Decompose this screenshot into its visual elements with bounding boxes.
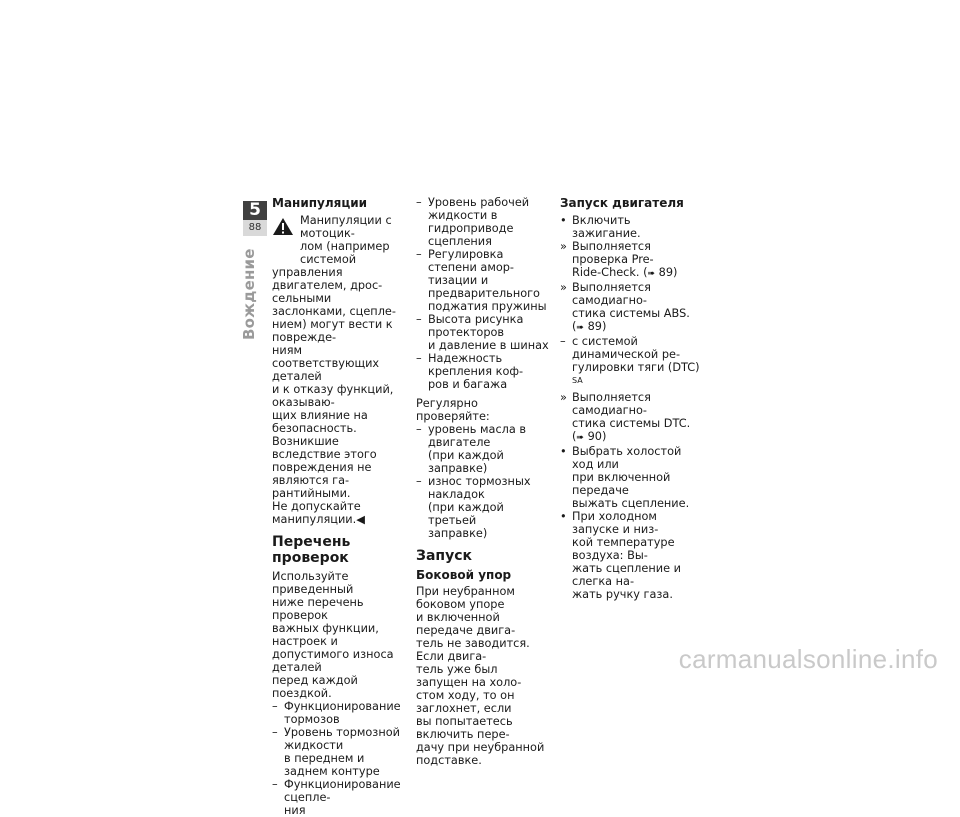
check-intro-line: важных функции, настроек и <box>272 622 379 648</box>
dash-marker: – <box>416 313 422 326</box>
manip-text-line: Возникшие вследствие этого <box>272 435 377 461</box>
dash-marker: – <box>416 248 422 261</box>
stand-text-line: дачу при неубранной подставке. <box>416 741 545 767</box>
chapter-tab <box>243 201 267 236</box>
stand-text-line: стом ходу, то он заглохнет, если <box>416 689 515 715</box>
manip-text-line: сельными заслонками, сцепле- <box>272 292 396 318</box>
stand-text-line: вы попытаетесь включить пере- <box>416 715 513 741</box>
warning-line: лом (например системой <box>300 240 390 266</box>
special-accessory-badge: SA <box>572 376 583 385</box>
dash-marker: – <box>560 335 566 348</box>
chapter-number: 5 <box>243 201 267 220</box>
end-mark-icon: ◀ <box>356 513 365 526</box>
warning-block <box>272 214 404 266</box>
manip-end-line: Не допускайте манипуляции.◀ <box>272 500 365 526</box>
manip-text-line: щих влияние на безопасность. <box>272 409 368 435</box>
check-intro-line: допустимого износа деталей <box>272 648 394 674</box>
check-intro-line: Используйте приведенный <box>272 570 354 596</box>
manip-text-line: нием) могут вести к поврежде- <box>272 318 393 344</box>
stand-text-line: тель не заводится. Если двига- <box>416 637 530 663</box>
page-ref-arrow-icon: ➠ <box>576 323 584 333</box>
dash-marker: – <box>416 196 422 209</box>
list-item: • Включить зажигание. <box>560 214 641 240</box>
list-item: » Выполняется проверка Pre- Ride-Check. (➠ 89) <box>560 240 678 279</box>
list-item: • Выбрать холостой ход или при включенной передаче выжать сцепление. <box>560 444 690 510</box>
stand-text-line: тель уже был запущен на холо- <box>416 663 522 689</box>
page-ref: 90 <box>587 429 602 443</box>
column-2 <box>416 196 553 767</box>
list-item: – Уровень рабочей жидкости в гидроприводе сцепления <box>416 196 530 248</box>
list-item: – Надежность крепления коф- ров и багажа <box>416 352 524 391</box>
bullet-marker: • <box>560 214 567 227</box>
dash-marker: – <box>272 778 278 791</box>
list-item: – Функционирование тормозов <box>272 700 401 726</box>
list-item: – Функционирование сцепле- ния <box>272 778 401 817</box>
manip-text-line: повреждения не являются га- <box>272 461 372 487</box>
result-marker: » <box>560 240 567 253</box>
list-item: – износ тормозных накладок (при каждой третьей заправке) <box>416 475 531 540</box>
list-item: » Выполняется самодиагно- стика системы ABS. (➠ 89) <box>560 281 690 333</box>
bullet-marker: • <box>560 444 567 458</box>
manip-text-line: рантийными. <box>272 487 351 500</box>
page-ref-arrow-icon: ➠ <box>647 269 656 279</box>
heading-checklist: Перечень проверок <box>272 534 351 566</box>
heading-engine-start: Запуск двигателя <box>560 196 684 210</box>
check-intro-line: ниже перечень проверок <box>272 596 364 622</box>
bullet-marker: • <box>560 509 567 523</box>
dash-marker: – <box>272 700 278 713</box>
dash-marker: – <box>416 352 422 365</box>
manip-text-line: и к отказу функций, оказываю- <box>272 383 394 409</box>
result-marker: » <box>560 390 567 404</box>
manip-text-line: управления двигателем, дрос- <box>272 266 383 292</box>
warning-triangle-icon <box>272 217 294 236</box>
heading-side-stand: Боковой упор <box>416 568 512 582</box>
dash-marker: – <box>416 423 422 436</box>
column-1 <box>272 196 404 817</box>
heading-manipulation: Манипуляции <box>272 196 368 210</box>
watermark: carmanualsonline.info <box>678 644 938 674</box>
list-item: – Уровень тормозной жидкости в переднем и заднем контуре <box>272 726 400 778</box>
regular-intro: Регулярно проверяйте: <box>416 397 490 423</box>
list-item: • При холодном запуске и низ- кой температуре воздуха: Вы- жать сцепление и слегка на- жать ручку газа. <box>560 509 681 601</box>
page-ref: 89 <box>587 320 602 333</box>
manip-text-line: ниям соответствующих деталей <box>272 344 380 383</box>
dash-marker: – <box>272 726 278 739</box>
result-marker: » <box>560 281 567 294</box>
list-item: – с системой динамической ре- гулировки тяги (DTC) $^{SA}$ <box>560 335 700 391</box>
page-number: 88 <box>243 220 267 236</box>
list-item: – Высота рисунка протекторов и давление в шинах <box>416 313 549 352</box>
list-item: – Регулировка степени амор- тизации и предварительного поджатия пружины <box>416 248 547 313</box>
stand-text-line: и включенной передаче двига- <box>416 611 516 637</box>
page-ref-arrow-icon: ➠ <box>576 432 584 443</box>
check-intro-line: перед каждой поездкой. <box>272 674 358 700</box>
column-3 <box>560 196 700 601</box>
dash-marker: – <box>416 475 422 488</box>
section-label: Вождение <box>240 248 258 340</box>
page-ref: 89 <box>658 266 674 279</box>
list-item: – уровень масла в двигателе (при каждой заправке) <box>416 423 527 475</box>
stand-text-line: При неубранном боковом упоре <box>416 585 515 611</box>
heading-start: Запуск <box>416 548 472 564</box>
list-item: » Выполняется самодиагно- стика системы DTC. (➠ 90) <box>560 390 691 443</box>
warning-line: Манипуляции с мотоцик- <box>300 214 392 240</box>
